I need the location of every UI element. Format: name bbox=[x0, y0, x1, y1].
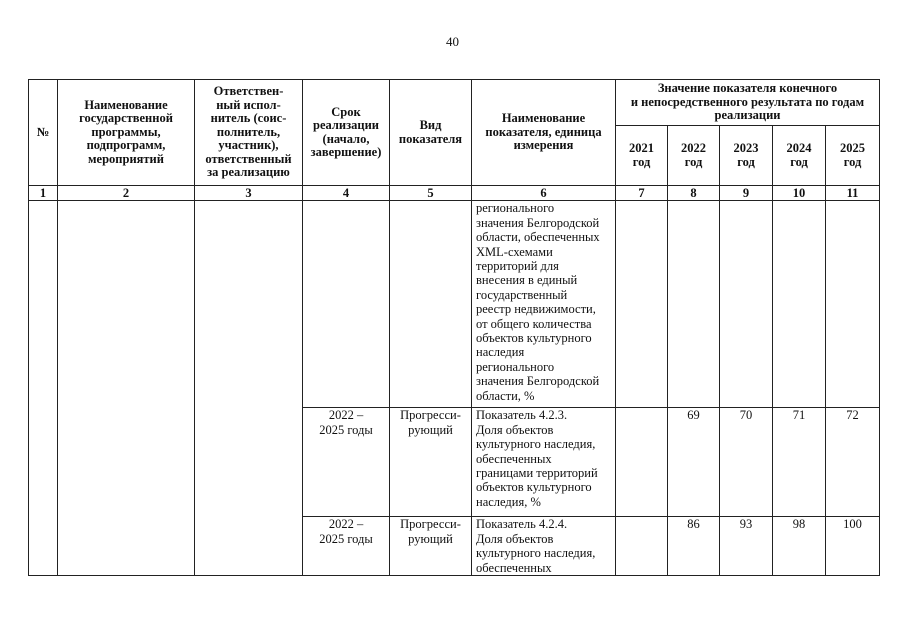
column-number: 8 bbox=[668, 186, 720, 201]
cell-program-name bbox=[58, 201, 195, 576]
indicators-table bbox=[28, 79, 880, 576]
header-program-name: Наименование государственной программы, подпрограмм, мероприятий bbox=[58, 80, 195, 186]
header-period: Срок реализации (начало, завершение) bbox=[303, 80, 390, 186]
cell-value-2024 bbox=[773, 201, 826, 408]
column-numbers-row bbox=[29, 186, 880, 201]
header-indicator-type: Вид показателя bbox=[390, 80, 472, 186]
cell-indicator-name: Показатель 4.2.3. Доля объектов культурного наследия, обеспеченных границами территорий объектов культурного наследия, % bbox=[472, 408, 616, 517]
column-number: 7 bbox=[616, 186, 668, 201]
cell-indicator-name: регионального значения Белгородской области, обеспеченных XML-схемами территорий для внесения в единый государственный реестр недвижимости, от общего количества объектов культурного наследия регионального значения Белгородской области, % bbox=[472, 201, 616, 408]
cell-indicator-type bbox=[390, 201, 472, 408]
cell-value-2021 bbox=[616, 408, 668, 517]
column-number: 11 bbox=[826, 186, 880, 201]
cell-value-2025 bbox=[826, 201, 880, 408]
cell-value-2022: 86 bbox=[668, 517, 720, 576]
column-number: 10 bbox=[773, 186, 826, 201]
column-number: 2 bbox=[58, 186, 195, 201]
table-row bbox=[29, 201, 880, 408]
header-year-2025: 2025 год bbox=[826, 126, 880, 186]
header-year-2023: 2023 год bbox=[720, 126, 773, 186]
header-values-by-year: Значение показателя конечного и непосредственного результата по годам реализации bbox=[616, 80, 880, 126]
cell-value-2025: 100 bbox=[826, 517, 880, 576]
cell-value-2023: 70 bbox=[720, 408, 773, 517]
column-number: 9 bbox=[720, 186, 773, 201]
header-number: № bbox=[29, 80, 58, 186]
cell-value-2021 bbox=[616, 201, 668, 408]
header-year-2022: 2022 год bbox=[668, 126, 720, 186]
cell-period: 2022 – 2025 годы bbox=[303, 408, 390, 517]
cell-value-2023: 93 bbox=[720, 517, 773, 576]
column-number: 6 bbox=[472, 186, 616, 201]
header-year-2021: 2021 год bbox=[616, 126, 668, 186]
cell-indicator-type: Прогресси- рующий bbox=[390, 408, 472, 517]
cell-number bbox=[29, 201, 58, 576]
cell-value-2022: 69 bbox=[668, 408, 720, 517]
cell-responsible bbox=[195, 201, 303, 576]
header-year-2024: 2024 год bbox=[773, 126, 826, 186]
column-number: 4 bbox=[303, 186, 390, 201]
cell-period bbox=[303, 201, 390, 408]
cell-value-2024: 71 bbox=[773, 408, 826, 517]
cell-value-2024: 98 bbox=[773, 517, 826, 576]
column-number: 1 bbox=[29, 186, 58, 201]
column-number: 5 bbox=[390, 186, 472, 201]
column-number: 3 bbox=[195, 186, 303, 201]
cell-indicator-type: Прогресси- рующий bbox=[390, 517, 472, 576]
cell-value-2025: 72 bbox=[826, 408, 880, 517]
cell-value-2021 bbox=[616, 517, 668, 576]
cell-value-2023 bbox=[720, 201, 773, 408]
page-number: 40 bbox=[446, 34, 459, 49]
header-indicator-name: Наименование показателя, единица измерения bbox=[472, 80, 616, 186]
header-responsible: Ответствен- ный испол- нитель (соис- полнитель, участник), ответственный за реализацию bbox=[195, 80, 303, 186]
cell-period: 2022 – 2025 годы bbox=[303, 517, 390, 576]
cell-value-2022 bbox=[668, 201, 720, 408]
cell-indicator-name: Показатель 4.2.4. Доля объектов культурного наследия, обеспеченных bbox=[472, 517, 616, 576]
